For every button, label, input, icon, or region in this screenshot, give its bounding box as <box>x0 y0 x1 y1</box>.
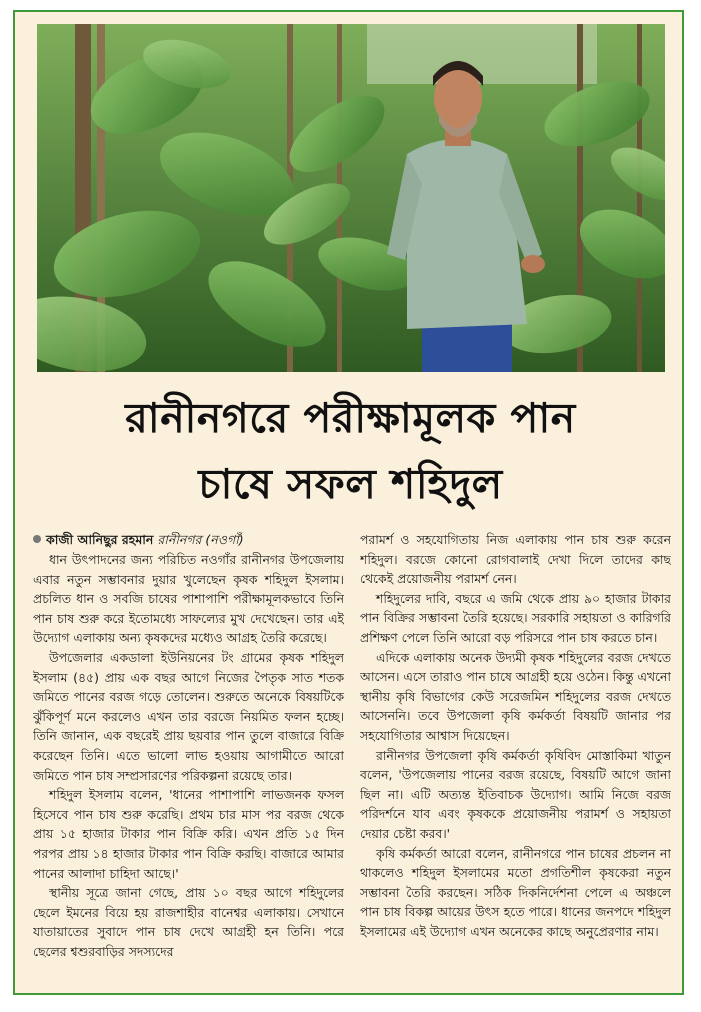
newspaper-clipping <box>13 10 684 995</box>
dateline: রানীনগর (নওগাঁ) <box>157 532 244 547</box>
paragraph: স্থানীয় সূত্রে জানা গেছে, প্রায় ১০ বছর আগে শহিদুলের ছেলে ইমনের বিয়ে হয় রাজশাহীর বানেশ্বর এলাকায়। সেখানে যাতায়াতের সুবাদে পান চাষ দেখে আগ্রহী হন তিনি। পরে ছেলের শ্বশুরবাড়ির সদস্যদের <box>33 885 344 959</box>
paragraph: শহিদুলের দাবি, বছরে এ জমি থেকে প্রায় ৯০ হাজার টাকার পান বিক্রির সম্ভাবনা তৈরি হয়েছে। সরকারি সহায়তা ও কারিগরি প্রশিক্ষণ পেলে তিনি আরো বড় পরিসরে পান চাষ করতে চান। <box>360 590 671 645</box>
author-name: কাজী আনিছুর রহমান <box>46 532 154 547</box>
column-right <box>360 530 671 990</box>
column-left <box>33 530 344 990</box>
article-body <box>33 530 671 990</box>
article-photo <box>37 24 665 372</box>
headline-line-2: চাষে সফল শহিদুল <box>198 460 503 508</box>
paragraph: শহিদুল ইসলাম বলেন, 'ধানের পাশাপাশি লাভজনক ফসল হিসেবে পান চাষ শুরু করেছি। প্রথম চার মাস পর বরজ থেকে প্রায় ১৫ হাজার টাকার পান বিক্রি করি। এখন প্রতি ১৫ দিন পরপর প্রায় ১৪ হাজার টাকার পান বিক্রি করছি। বাজারে আমার পানের আলাদা চাহিদা আছে।' <box>33 787 344 881</box>
paragraph: উপজেলার একডালা ইউনিয়নের টং গ্রামের কৃষক শহিদুল ইসলাম (৪৫) প্রায় এক বছর আগে নিজের পৈতৃক সাত শতক জমিতে পানের বরজ গড়ে তোলেন। শুরুতে অনেকে বিষয়টিকে ঝুঁকিপূর্ণ মনে করলেও এখন তার বরজে নিয়মিত ফলন হচ্ছে। তিনি জানান, এক বছরেই প্রায় ছয়বার পান তুলে বাজারে বিক্রি করেছেন তিনি। এতে ভালো লাভ হওয়ায় আগামীতে আরো জমিতে পান চাষ সম্প্রসারণের পরিকল্পনা রয়েছে তার। <box>33 649 344 783</box>
paragraph: রানীনগর উপজেলা কৃষি কর্মকর্তা কৃষিবিদ মোস্তাকিমা খাতুন বলেন, 'উপজেলায় পানের বরজ রয়েছে, বিষয়টি আগে জানা ছিল না। এটি অত্যন্ত ইতিবাচক উদ্যোগ। আমি নিজে বরজ পরিদর্শনে যাব এবং কৃষককে প্রয়োজনীয় পরামর্শ ও সহায়তা দেয়ার চেষ্টা করব।' <box>360 747 671 841</box>
paragraph: এদিকে এলাকায় অনেক উদ্যমী কৃষক শহিদুলের বরজ দেখতে আসেন। এসে তারাও পান চাষে আগ্রহী হয়ে ওঠেন। কিন্তু এখনো স্থানীয় কৃষি বিভাগের কেউ সরেজমিন শহিদুলের বরজ দেখতে আসেননি। তবে উপজেলা কৃষি কর্মকর্তা বিষয়টি জানার পর সহযোগিতার আশ্বাস দিয়েছেন। <box>360 649 671 743</box>
paragraph: কৃষি কর্মকর্তা আরো বলেন, রানীনগরে পান চাষের প্রচলন না থাকলেও শহিদুল ইসলামের মতো প্রগতিশীল কৃষকেরা নতুন সম্ভাবনা তৈরি করছেন। সঠিক দিকনির্দেশনা পেলে এ অঞ্চলে পান চাষ বিকল্প আয়ের উৎস হতে পারে। ধানের জনপদে শহিদুল ইসলামের এই উদ্যোগ এখন অনেকের কাছে অনুপ্রেরণার নাম। <box>360 845 671 939</box>
paragraph: ধান উৎপাদনের জন্য পরিচিত নওগাঁর রানীনগর উপজেলায় এবার নতুন সম্ভাবনার দুয়ার খুলেছেন কৃষক শহিদুল ইসলাম। প্রচলিত ধান ও সবজি চাষের পাশাপাশি পরীক্ষামূলকভাবে তিনি পান চাষ শুরু করে ইতোমধ্যে সাফল্যের মুখ দেখেছেন। তার এই উদ্যোগ এলাকায় অন্য কৃষকদের মধ্যেও আগ্রহ তৈরি করেছে। <box>33 552 344 646</box>
headline-line-1: রানীনগরে পরীক্ষামূলক পান <box>125 394 576 442</box>
byline <box>33 530 344 550</box>
paragraph: পরামর্শ ও সহযোগিতায় নিজ এলাকায় পান চাষ শুরু করেন শহিদুল। বরজে কোনো রোগবালাই দেখা দিলে তাদের কাছ থেকেই প্রয়োজনীয় পরামর্শ নেন। <box>360 532 671 587</box>
bullet-icon <box>33 535 41 543</box>
